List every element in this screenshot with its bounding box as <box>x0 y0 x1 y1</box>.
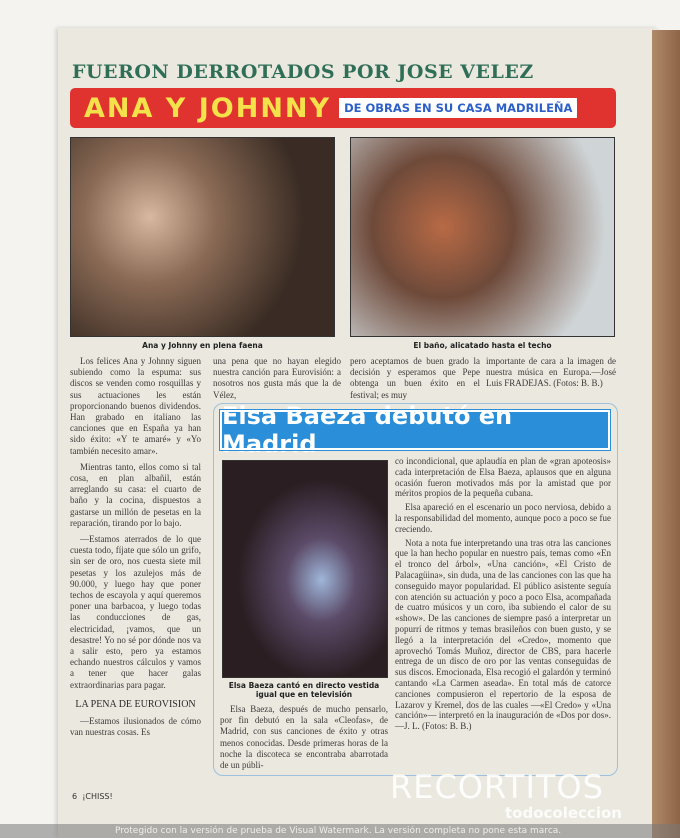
elsa-title: Elsa Baeza debutó en Madrid <box>220 410 610 450</box>
elsa-column-right <box>395 456 611 732</box>
magazine-name: ¡CHISS! <box>82 792 113 801</box>
photo-bathroom <box>350 137 615 337</box>
watermark-notice: Protegido con la versión de prueba de Visual Watermark. La versión completa no pone esta marca. <box>0 824 680 838</box>
photo-caption: Ana y Johnny en plena faena <box>142 341 263 350</box>
paragraph: Elsa Baeza, después de mucho pensarlo, por fin debutó en la sala «Cleofas», de Madrid, con sus canciones de éxito y otras menos conocidas. Desde primeras horas de la noche la discoteca se encontraba abarrotada de un públi- <box>220 704 388 771</box>
photo-ana-johnny <box>70 137 335 337</box>
article-column-1 <box>70 356 201 738</box>
article-column-2: una pena que no hayan elegido nuestra canción para Eurovisión: a nosotros nos gusta más que la de Vélez, <box>213 356 341 400</box>
subheading: LA PENA DE EUROVISION <box>75 698 196 710</box>
page-edge <box>652 30 680 838</box>
article-title: ANA Y JOHNNY <box>84 92 332 124</box>
article-column-3: pero aceptamos de buen grado la decisión y esperamos que Pepe obtenga un buen éxito en el festival; es muy <box>350 356 480 400</box>
article-subtitle: DE OBRAS EN SU CASA MADRILEÑA <box>339 98 577 118</box>
photo-caption: Elsa Baeza cantó en directo vestida igual que en televisión <box>228 681 380 699</box>
paragraph: —Estamos aterrados de lo que cuesta todo, fíjate que sólo un grifo, sin ser de oro, nos cuesta siete mil pesetas y los azulejos más de 90.000, y luego hay que poner techos de escayola y aquí queremos poner una barbacoa, y luego todas las conducciones de gas, electricidad, ¡vamos, que un desastre! Yo no sé por dónde nos va a salir esto, pero ya estamos echando nuestros cálculos y vamos a tener que hacer galas extraordinarias para pagar. <box>70 534 201 690</box>
paragraph: Nota a nota fue interpretando una tras otra las canciones que la han hecho popular en nuestro país, temas como «En el tronco del árbol», «Una canción», «El Cristo de Palacagüina», sin duda, una de las canciones con las que ha conseguido mayor popularidad. El público asistente seguía con atención su actuación y poco a poco Elsa, acompañada de cuatro músicos y un coro, iba subiendo el calor de su «show». De las canciones de siempre pasó a interpretar un popurrí de ritmos y temas brasileños con buen gusto, y se llegó a la interpretación del «Credo», momento que aprovechó Tomás Muñoz, director de CBS, para hacerle entrega de un disco de oro por las ventas conseguidas de sus discos. Emocionada, Elsa recogió el galardón y terminó cantando «La Carmen aseada». En total más de catorce canciones compusieron el repertorio de la esposa de Lazarov y Kremel, dos de las cuales —«El Credo» y «Una canción»— interpretó en la inauguración de «Dos por dos».—J. L. (Fotos: B. B.) <box>395 537 611 732</box>
title-banner <box>70 88 616 128</box>
paragraph: —Estamos ilusionados de cómo van nuestras cosas. Es <box>70 715 201 738</box>
headline: FUERON DERROTADOS POR JOSE VELEZ <box>72 61 534 83</box>
watermark-brand: RECORTITOS <box>390 768 604 806</box>
photo-caption: El baño, alicatado hasta el techo <box>413 341 552 350</box>
paragraph: Los felices Ana y Johnny siguen subiendo como la espuma: sus discos se venden como rosquillas y sus actuaciones les están proporcionando buenos dividendos. Han grabado en italiano las canciones que en España ya han sido éxito: «Y te amaré» y «Yo también necesito amar». <box>70 356 201 456</box>
page-footer <box>72 792 113 802</box>
paragraph: co incondicional, que aplaudía en plan de «gran apoteosis» cada interpretación de Elsa Baeza, aplausos que en alguna ocasión fueron motivados más por la amistad que por méritos propios de la pequeña cubana. <box>395 456 611 499</box>
paragraph: Mientras tanto, ellos como si tal cosa, en plan albañil, están arreglando su casa: el cuarto de baño y la cocina, dispuestos a gastarse un millón de pesetas en la reparación, tirando por lo bajo. <box>70 461 201 528</box>
photo-elsa-baeza <box>222 460 388 678</box>
article-column-4: importante de cara a la imagen de nuestra música en Europa.—José Luis FRADEJAS. (Fotos: B. B.) <box>486 356 616 389</box>
elsa-column-left <box>220 704 388 771</box>
page-number: 6 <box>72 792 78 801</box>
watermark-site: todocoleccion <box>505 804 622 822</box>
paragraph: Elsa apareció en el escenario un poco nerviosa, debido a la responsabilidad del momento, aunque poco a poco se fue creciendo. <box>395 502 611 534</box>
